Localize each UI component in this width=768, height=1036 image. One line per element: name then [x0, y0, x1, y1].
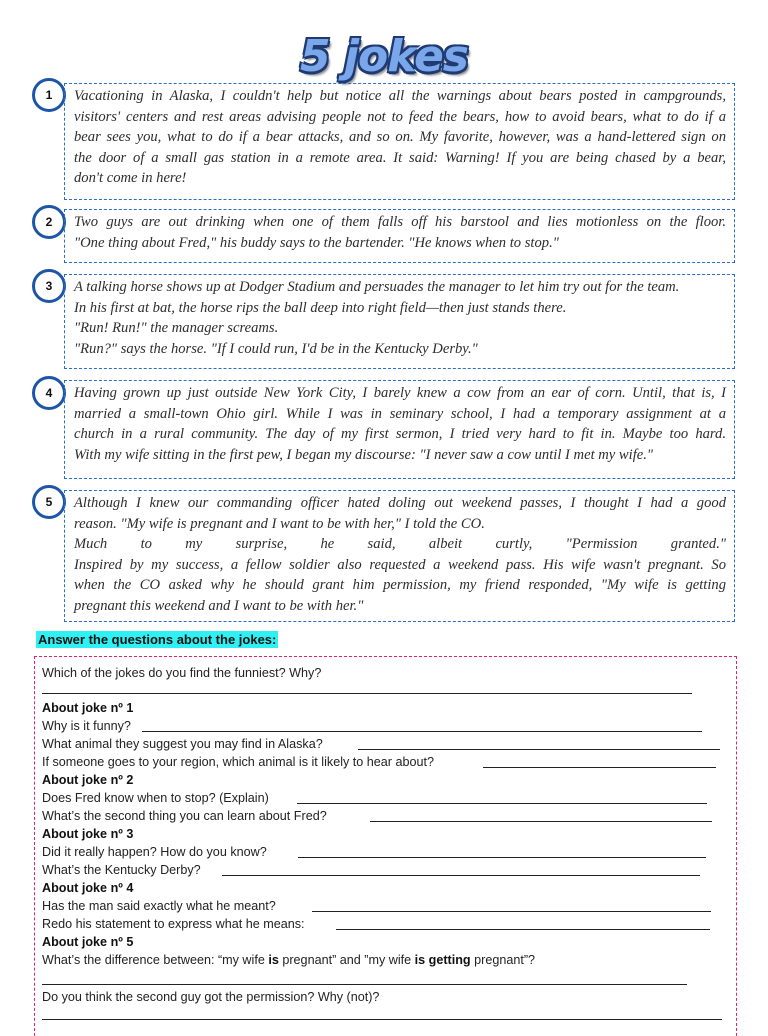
- joke-text-line: Inspired by my success, a fellow soldier also requested a weekend pass. His wife wasn't pregnant. So: [74, 556, 726, 573]
- joke-text-line: visitors' centers and rest areas advising people not to feed the bears, how to avoid bears, what to do if a: [74, 108, 726, 125]
- question-4b: Redo his statement to express what he means:: [42, 917, 305, 931]
- answer-line[interactable]: [312, 911, 711, 912]
- joke-text-line: Having grown up just outside New York City, I barely knew a cow from an ear of corn. Until, that is, I: [74, 385, 726, 401]
- question-2a: Does Fred know when to stop? (Explain): [42, 791, 269, 805]
- joke-text-line: With my wife sitting in the first pew, I began my discourse: "I never saw a cow until I met my wife.": [74, 446, 654, 463]
- joke-number-badge: 5: [32, 485, 66, 519]
- answer-line[interactable]: [483, 767, 716, 768]
- section-heading-joke-4: About joke nº 4: [42, 881, 134, 895]
- answer-line[interactable]: [298, 857, 706, 858]
- joke-number-badge: 4: [32, 376, 66, 410]
- question-4a: Has the man said exactly what he meant?: [42, 899, 276, 913]
- answer-line[interactable]: [142, 731, 702, 732]
- question-funniest: Which of the jokes do you find the funniest? Why?: [42, 666, 322, 680]
- answer-line[interactable]: [222, 875, 700, 876]
- answer-line[interactable]: [370, 821, 712, 822]
- answer-line[interactable]: [336, 929, 710, 930]
- joke-number-badge: 2: [32, 205, 66, 239]
- question-1a: Why is it funny?: [42, 719, 131, 733]
- joke-3-box: [64, 274, 735, 369]
- joke-text-line: pregnant this weekend and I want to be with her.": [74, 597, 364, 614]
- joke-text-line: Much to my surprise, he said, albeit curtly, "Permission granted.": [74, 536, 726, 553]
- section-heading-joke-3: About joke nº 3: [42, 827, 134, 841]
- question-3b: What’s the Kentucky Derby?: [42, 863, 201, 877]
- joke-text-line: "One thing about Fred," his buddy says to the bartender. "He knows when to stop.": [74, 234, 559, 251]
- joke-text-line: Vacationing in Alaska, I couldn't help but notice all the warnings about bears posted in campgrounds,: [74, 88, 726, 104]
- joke-5-box: [64, 490, 735, 622]
- joke-text-line: bear sees you, what to do if a bear attacks, and so on. My favorite, however, was a hand-lettered sign on: [74, 129, 726, 146]
- joke-number-badge: 3: [32, 269, 66, 303]
- joke-text-line: married a small-town Ohio girl. While I was in seminary school, I had a temporary assignment at a: [74, 405, 726, 422]
- worksheet-title: 5 jokes: [300, 31, 468, 82]
- joke-text-line: Two guys are out drinking when one of them falls off his barstool and lies motionless on the floor.: [74, 214, 726, 230]
- answer-line[interactable]: [358, 749, 720, 750]
- joke-text-line: when the CO asked why he should grant him permission, my friend responded, "My wife is getting: [74, 577, 726, 594]
- question-2b: What’s the second thing you can learn about Fred?: [42, 809, 327, 823]
- answer-line[interactable]: [42, 984, 687, 985]
- joke-text-line: "Run?" says the horse. "If I could run, I'd be in the Kentucky Derby.": [74, 340, 478, 357]
- instructions-heading: Answer the questions about the jokes:: [38, 632, 277, 647]
- joke-number-badge: 1: [32, 78, 66, 112]
- answer-line[interactable]: [42, 1019, 722, 1020]
- question-1b: What animal they suggest you may find in Alaska?: [42, 737, 323, 751]
- question-3a: Did it really happen? How do you know?: [42, 845, 267, 859]
- joke-1-box: [64, 83, 735, 200]
- answer-line[interactable]: [42, 693, 692, 694]
- joke-text-line: Although I knew our commanding officer hated doling out weekend passes, I thought I had a good: [74, 495, 726, 511]
- question-1c: If someone goes to your region, which animal is it likely to hear about?: [42, 755, 435, 769]
- joke-text-line: the door of a small gas station in a remote area. It said: Warning! If you are being chased by a bear,: [74, 149, 726, 166]
- answer-line[interactable]: [297, 803, 707, 804]
- joke-text-line: In his first at bat, the horse rips the ball deep into right field—then just stands there.: [74, 299, 567, 316]
- question-5b: Do you think the second guy got the permission? Why (not)?: [42, 990, 380, 1004]
- section-heading-joke-5: About joke nº 5: [42, 935, 134, 949]
- joke-text-line: don't come in here!: [74, 170, 187, 187]
- joke-4-box: [64, 380, 735, 479]
- joke-text-line: reason. "My wife is pregnant and I want to be with her," I told the CO.: [74, 515, 485, 532]
- joke-2-box: [64, 209, 735, 263]
- joke-text-line: A talking horse shows up at Dodger Stadium and persuades the manager to let him try out for the team.: [74, 279, 680, 295]
- section-heading-joke-1: About joke nº 1: [42, 701, 134, 715]
- joke-text-line: church in a rural community. The day of my first sermon, I tried very hard to fit in. Maybe too hard.: [74, 426, 726, 443]
- question-5a: What’s the difference between: “my wife is pregnant” and ”my wife is getting pregnant”?: [42, 953, 536, 967]
- section-heading-joke-2: About joke nº 2: [42, 773, 134, 787]
- joke-text-line: "Run! Run!" the manager screams.: [74, 320, 279, 337]
